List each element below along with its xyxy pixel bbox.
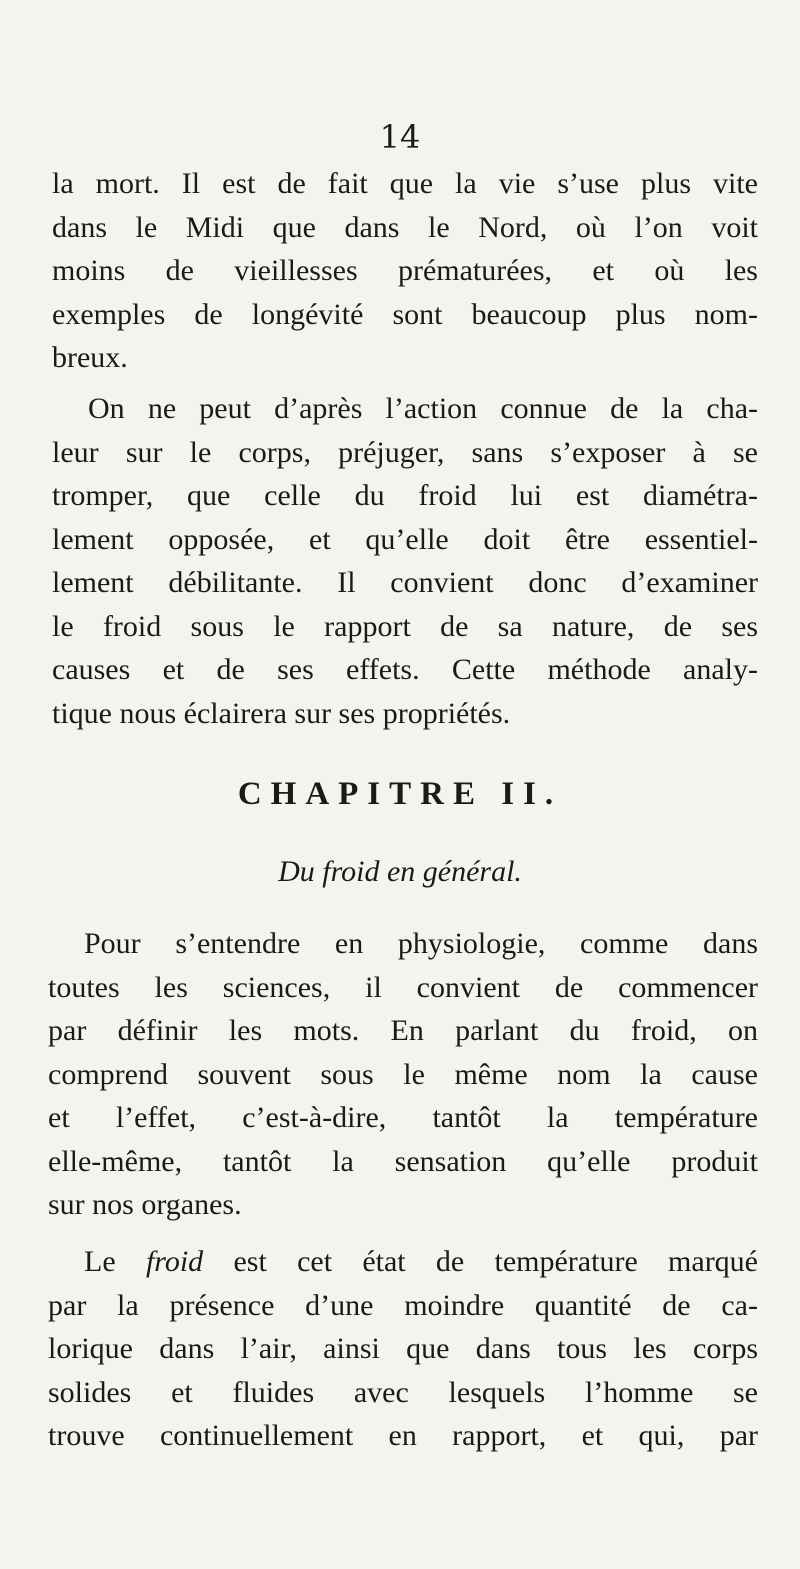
text-line: dans le Midi que dans le Nord, où l’on voit — [52, 210, 758, 244]
text-line: causes et de ses effets. Cette méthode analy- — [52, 653, 758, 686]
text-line — [48, 1240, 758, 1284]
paragraph-2 — [52, 387, 758, 735]
text-line: moins de vieillesses prématurées, et où les — [52, 254, 758, 287]
paragraph-3 — [48, 922, 758, 1227]
italic-term: froid — [145, 1245, 204, 1278]
text-line: par définir les mots. En parlant du froid, on — [48, 1014, 758, 1047]
text-line: toutes les sciences, il convient de commencer — [48, 970, 758, 1004]
text-line: leur sur le corps, préjuger, sans s’exposer à se — [52, 435, 758, 469]
text-line: On ne peut d’après l’action connue de la cha- — [88, 392, 758, 425]
text-line: lement opposée, et qu’elle doit être essentiel- — [52, 522, 758, 556]
text-line: exemples de longévité sont beaucoup plus nom- — [52, 297, 758, 331]
text-line: trouve continuellement en rapport, et qui, par — [48, 1419, 758, 1452]
text-line: solides et fluides avec lesquels l’homme se — [48, 1375, 758, 1409]
page-number: 14 — [379, 118, 421, 156]
paragraph-4 — [48, 1240, 758, 1458]
chapter-heading: CHAPITRE II. — [237, 776, 563, 812]
text-line: la mort. Il est de fait que la vie s’use plus vite — [52, 167, 758, 200]
text-line: tromper, que celle du froid lui est diamétra- — [52, 479, 758, 512]
paragraph-1 — [52, 162, 758, 380]
text-fragment: est cet état de température marqué — [203, 1245, 758, 1278]
text-line: elle-même, tantôt la sensation qu’elle produit — [48, 1144, 758, 1178]
chapter-subtitle: Du froid en général. — [278, 855, 522, 888]
text-line: et l’effet, c’est-à-dire, tantôt la température — [48, 1101, 758, 1134]
text-line: tique nous éclairera sur ses propriétés. — [52, 696, 511, 730]
text-line: par la présence d’une moindre quantité de ca- — [48, 1288, 758, 1322]
text-line: lorique dans l’air, ainsi que dans tous les corps — [48, 1332, 758, 1365]
text-line: lement débilitante. Il convient donc d’examiner — [52, 566, 758, 599]
text-line: Pour s’entendre en physiologie, comme dans — [84, 927, 758, 960]
text-line: breux. — [52, 341, 128, 374]
text-line: comprend souvent sous le même nom la cause — [48, 1057, 758, 1091]
text-line: le froid sous le rapport de sa nature, de ses — [52, 609, 758, 643]
text-line: sur nos organes. — [48, 1188, 242, 1221]
text-fragment: Le — [84, 1245, 146, 1278]
